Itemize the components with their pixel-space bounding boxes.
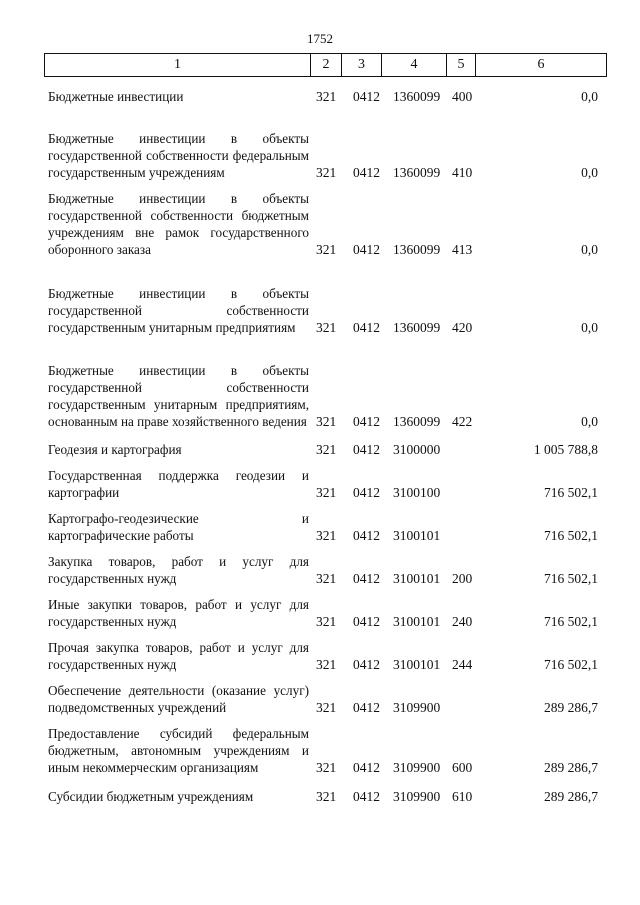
table-row: [0, 467, 640, 501]
section-code: 0412: [353, 700, 380, 715]
section-code: 0412: [353, 789, 380, 804]
ministry-code: 321: [316, 760, 337, 775]
row-name: Картографо-геодезические и картографические работы: [48, 511, 309, 543]
expense-type-code: 244: [452, 657, 473, 672]
table-row: [0, 441, 640, 458]
amount: 0,0: [581, 89, 598, 104]
ministry-code: 321: [316, 789, 337, 804]
amount: 289 286,7: [544, 760, 598, 775]
ministry-code: 321: [316, 614, 337, 629]
ministry-code: 321: [316, 442, 337, 457]
ministry-code: 321: [316, 89, 337, 104]
section-code: 0412: [353, 320, 380, 335]
expense-type-code: 413: [452, 242, 473, 257]
amount: 289 286,7: [544, 700, 598, 715]
row-name: Государственная поддержка геодезии и картографии: [48, 468, 309, 500]
amount: 716 502,1: [544, 614, 598, 629]
ministry-code: 321: [316, 528, 337, 543]
row-name: Геодезия и картография: [48, 442, 182, 457]
row-name: Бюджетные инвестиции в объекты государственной собственности государственным унитарным предприятиям: [48, 286, 309, 335]
amount: 289 286,7: [544, 789, 598, 804]
target-code: 1360099: [393, 320, 441, 335]
ministry-code: 321: [316, 414, 337, 429]
target-code: 3109900: [393, 789, 441, 804]
amount: 716 502,1: [544, 485, 598, 500]
amount: 716 502,1: [544, 528, 598, 543]
target-code: 3100101: [393, 614, 441, 629]
header-col-3: 3: [342, 54, 382, 77]
section-code: 0412: [353, 414, 380, 429]
table-row: [0, 725, 640, 776]
section-code: 0412: [353, 442, 380, 457]
ministry-code: 321: [316, 165, 337, 180]
section-code: 0412: [353, 485, 380, 500]
header-col-2: 2: [311, 54, 342, 77]
target-code: 1360099: [393, 89, 441, 104]
row-name: Бюджетные инвестиции в объекты государственной собственности государственным унитарным предприятиям, основанным на праве хозяйственного ведения: [48, 363, 309, 429]
section-code: 0412: [353, 528, 380, 543]
target-code: 1360099: [393, 165, 441, 180]
expense-type-code: 240: [452, 614, 473, 629]
row-name: Иные закупки товаров, работ и услуг для государственных нужд: [48, 597, 309, 629]
page-number: 1752: [307, 31, 333, 46]
target-code: 3100101: [393, 657, 441, 672]
amount: 0,0: [581, 165, 598, 180]
header-col-6: 6: [476, 54, 607, 77]
section-code: 0412: [353, 760, 380, 775]
ministry-code: 321: [316, 571, 337, 586]
ministry-code: 321: [316, 700, 337, 715]
ministry-code: 321: [316, 485, 337, 500]
target-code: 1360099: [393, 242, 441, 257]
header-col-1: 1: [45, 54, 311, 77]
amount: 0,0: [581, 320, 598, 335]
table-row: [0, 88, 640, 105]
row-name: Закупка товаров, работ и услуг для государственных нужд: [48, 554, 309, 586]
header-col-5: 5: [447, 54, 476, 77]
ministry-code: 321: [316, 320, 337, 335]
table-row: [0, 510, 640, 544]
table-row: [0, 345, 640, 430]
section-code: 0412: [353, 571, 380, 586]
expense-type-code: 420: [452, 320, 473, 335]
table-row: [0, 788, 640, 805]
target-code: 3100000: [393, 442, 441, 457]
table-row: [0, 639, 640, 673]
expense-type-code: 410: [452, 165, 473, 180]
ministry-code: 321: [316, 657, 337, 672]
target-code: 3100100: [393, 485, 441, 500]
expense-type-code: 200: [452, 571, 473, 586]
amount: 0,0: [581, 414, 598, 429]
row-name: Обеспечение деятельности (оказание услуг) подведомственных учреждений: [48, 683, 309, 715]
amount: 716 502,1: [544, 571, 598, 586]
expense-type-code: 422: [452, 414, 473, 429]
amount: 716 502,1: [544, 657, 598, 672]
target-code: 3100101: [393, 528, 441, 543]
row-name: Предоставление субсидий федеральным бюджетным, автономным учреждениям и иным некоммерческим организациям: [48, 726, 309, 775]
table-row: [0, 682, 640, 716]
row-name: Прочая закупка товаров, работ и услуг для государственных нужд: [48, 640, 309, 672]
table-row: [0, 553, 640, 587]
table-row: [0, 190, 640, 258]
table-row: [0, 268, 640, 336]
table-row: [0, 596, 640, 630]
target-code: 3109900: [393, 700, 441, 715]
amount: 1 005 788,8: [533, 442, 598, 457]
expense-type-code: 400: [452, 89, 473, 104]
section-code: 0412: [353, 657, 380, 672]
target-code: 1360099: [393, 414, 441, 429]
section-code: 0412: [353, 242, 380, 257]
target-code: 3109900: [393, 760, 441, 775]
ministry-code: 321: [316, 242, 337, 257]
section-code: 0412: [353, 614, 380, 629]
row-name: Бюджетные инвестиции в объекты государственной собственности федеральным государственным учреждениям: [48, 131, 309, 180]
amount: 0,0: [581, 242, 598, 257]
section-code: 0412: [353, 165, 380, 180]
expense-type-code: 600: [452, 760, 473, 775]
expense-type-code: 610: [452, 789, 473, 804]
section-code: 0412: [353, 89, 380, 104]
header-col-4: 4: [382, 54, 447, 77]
table-row: [0, 113, 640, 181]
target-code: 3100101: [393, 571, 441, 586]
row-name: Бюджетные инвестиции: [48, 89, 184, 104]
row-name: Субсидии бюджетным учреждениям: [48, 789, 254, 804]
row-name: Бюджетные инвестиции в объекты государственной собственности бюджетным учреждениям вне рамок государственного оборонного заказа: [48, 191, 309, 257]
